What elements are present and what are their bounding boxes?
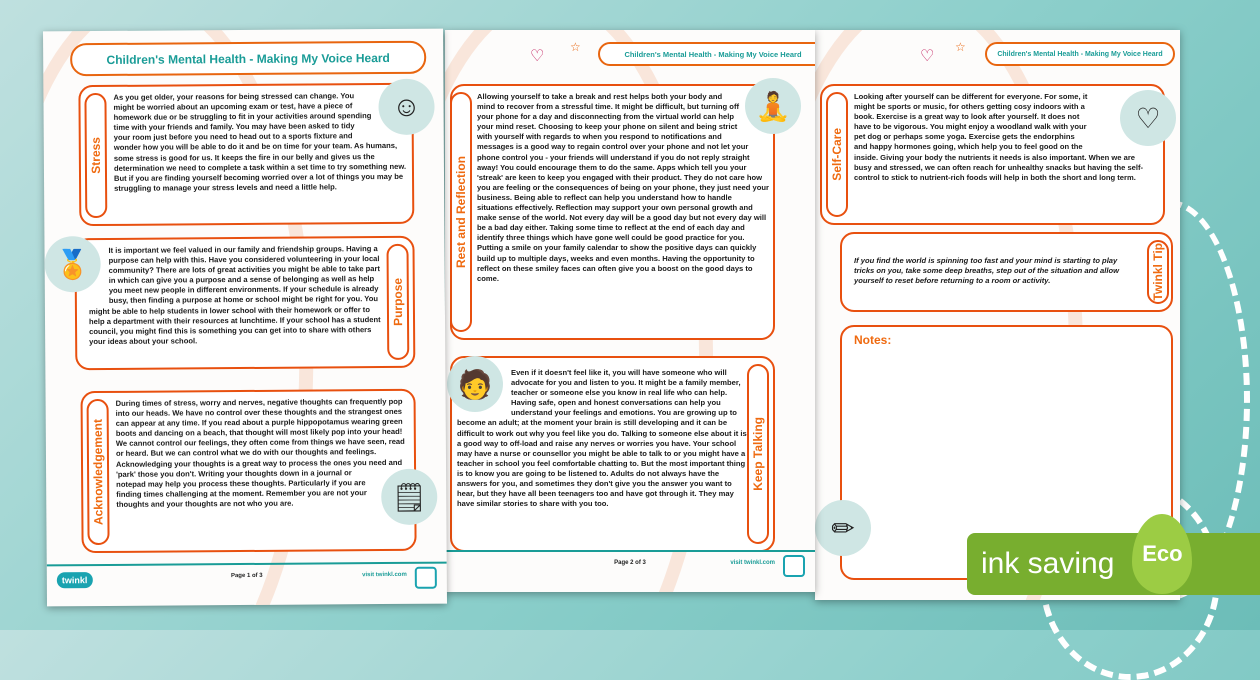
section-tab: Stress: [84, 93, 107, 218]
section-text-content: Looking after yourself can be different for everyone. For some, it might be sports or music, for others getting cosy indoors with a book. Exercise is a great way to look after yourself. It does not have to be vigorous. You might enjoy a woodland walk with your pet dog or perhaps some yoga. Exercise gets the endorphins and happy hormones going, which help you to feel good on the inside. Giving your body the nutrients it needs is also important. When we are busy and stressed, we can often reach for unhealthy snacks but having the self-control to stick to nutrient-rich foods will help in both the short and long term.: [854, 92, 1144, 182]
page-title: Children's Mental Health - Making My Voice Heard: [70, 41, 426, 76]
section-tab: Self-Care: [826, 92, 848, 217]
section-self-care: [820, 84, 1165, 225]
section-text: [854, 92, 1154, 183]
page-footer: [47, 562, 447, 607]
worksheet-page-2[interactable]: [445, 30, 815, 592]
section-text: [88, 244, 384, 347]
section-acknowledgement: [81, 389, 417, 553]
section-stress: [78, 83, 414, 226]
page-footer: [445, 550, 815, 592]
notepad-icon: 🗒: [381, 469, 437, 525]
section-tab: Purpose: [386, 244, 409, 360]
page-title: Children's Mental Health - Making My Voice Heard: [598, 42, 815, 66]
heart-speech-bubble-icon: ♡: [920, 48, 935, 65]
eco-label: Eco: [1142, 541, 1183, 566]
section-text: If you find the world is spinning too fast and your mind is starting to play tricks on you, take some deep breaths, step out of the situation and allow yourself to reset before returning to a room or activity.: [854, 256, 1119, 286]
section-text-content: During times of stress, worry and nerves, negative thoughts can frequently pop into our heads. We have no control over these thoughts and the strangest ones can appear at any time. If you read about a purple hippopotamus wearing green boots and dancing on a beach, that thought will most likely pop into your head! We cannot control our feelings, they often come from things we have seen, read or heard. But we can control what we do with our thoughts and feelings. Acknowledging your thoughts is a great way to process the ones you need and 'park' those you don't. Writing your thoughts down in a journal or notepad may help you process these thoughts. Particularly if you are finding times challenging at the moment. Remember you are not your thoughts and your thoughts are not who you are.: [115, 396, 405, 509]
section-text: [116, 397, 407, 533]
star-icon: ☆: [570, 40, 581, 54]
notes-label: Notes:: [854, 333, 892, 347]
section-text-content: As you get older, your reasons for being stressed can change. You might be worried about an upcoming exam or test, have a piece of homework due or be struggling to fit in your activities around spending time with your friends and family. You may have been asked to tidy your room just before you need to head out to a sports fixture and wonder how you will be able to do it and be on time for your team. As humans, some stress is good for us. It keeps the fire in our belly and gives us the determination we need to complete a task within a set time to try something new. But if you are finding yourself becoming worried over a lot of things you may be struggling to manage your stress levels and need a little help.: [113, 91, 407, 193]
quality-badge-icon: [415, 567, 437, 589]
visit-link[interactable]: visit twinkl.com: [730, 560, 775, 566]
rosette-award-icon: 🏅: [44, 236, 100, 292]
section-text-content: Allowing yourself to take a break and rest helps both your body and mind to recover from a stressful time. It might be difficult, but turning off your phone for a day and disconnecting from the virtual world can help your mind reset. Choosing to keep your phone on silent and being strict with yourself with regards to when you respond to notifications and messages is a good way to regain control over your phone and not let your phone control you - your friends will understand if you do not reply straight away! You could encourage them to do the same. Apps which tell you your 'streak' are keen to keep you engaged with their product. They do not care how you are feeling or the consequences of being on your phone, they just need your business. Being able to reflect can help you understand how to handle situations effectively. Reflection may support your own personal growth and make sense of the world. Not every day will be a good day but not every day will be a bad day either. Taking some time to reflect at the end of each day and identify three things which have gone well could be good practice for you. Putting a smile on your family calendar to show the positive days can quickly build up to multiple days, weeks and even months. Having the opportunity to reflect on these smiley faces can often give you a boost on the good days to come.: [477, 92, 769, 283]
worksheet-page-1[interactable]: [43, 29, 447, 607]
section-rest-and-reflection: [450, 84, 775, 340]
meditating-person-icon: 🧘: [745, 78, 801, 134]
heart-speech-bubble-icon: ♡: [530, 48, 545, 65]
page-number: Page 1 of 3: [230, 572, 263, 580]
section-text: [477, 92, 769, 284]
visit-link[interactable]: visit twinkl.com: [362, 571, 407, 579]
twinkl-logo: twinkl: [57, 572, 93, 588]
smiley-faces-icon: ☺: [378, 79, 434, 135]
section-twinkl-tip: [840, 232, 1173, 312]
section-text-content: Even if it doesn't feel like it, you will have someone who will advocate for you and listen to you. It might be a family member, teacher or someone else you know in real life who can help. Having safe, open and honest conversations can help you understand your feelings and emotions. You are growing up to become an adult; at the moment your brain is still developing and it can be difficult to work out why you feel like you do. Talking to someone else about it is a good way to off-load and raise any nerves or worries you have. Your school may have a nurse or counsellor you might be able to talk to or you might have a teacher in school you feel comfortable chatting to. But the most important thing is to know you are going to be listened to. Adults do not always have the answers for you, and sometimes they don't give you the answer you want to hear, but they have all been teenagers too and have got through it. They may have similar stories to share with you too.: [457, 368, 747, 509]
ink-saving-label: ink saving: [981, 547, 1115, 580]
section-tab: Keep Talking: [747, 364, 769, 544]
section-text: [113, 91, 409, 194]
section-tab: Twinkl Tip: [1147, 240, 1169, 304]
section-tab: Acknowledgement: [87, 399, 110, 545]
star-icon: ☆: [955, 40, 966, 54]
quality-badge-icon: [783, 555, 805, 577]
section-purpose: [74, 236, 415, 370]
hearts-icon: ♡: [1120, 90, 1176, 146]
person-talking-icon: 🧑: [447, 356, 503, 412]
pencil-icon: ✏: [815, 500, 871, 556]
section-text-content: It is important we feel valued in our family and friendship groups. Having a purpose can help with this. Have you considered volunteering in your local community? There are lots of great activities you might be able to take part in which can give you a purpose and a sense of belonging as well as help you meet new people in different environments. If your schedule is already busy, then finding a purpose at home or school might be right for you. You might be able to help students in lower school with their homework or offer to help a department with their resources at lunchtime. If your school has a student council, you might find this is something you can get into to share with others your ideas about your school.: [88, 244, 381, 346]
page-number: Page 2 of 3: [614, 560, 646, 566]
ink-saving-eco-badge: [967, 533, 1260, 595]
section-tab: Rest and Reflection: [450, 92, 472, 332]
page-title: Children's Mental Health - Making My Voice Heard: [985, 42, 1175, 66]
icon-wrap-spacer: [406, 397, 407, 469]
worksheet-page-3[interactable]: [815, 30, 1183, 600]
